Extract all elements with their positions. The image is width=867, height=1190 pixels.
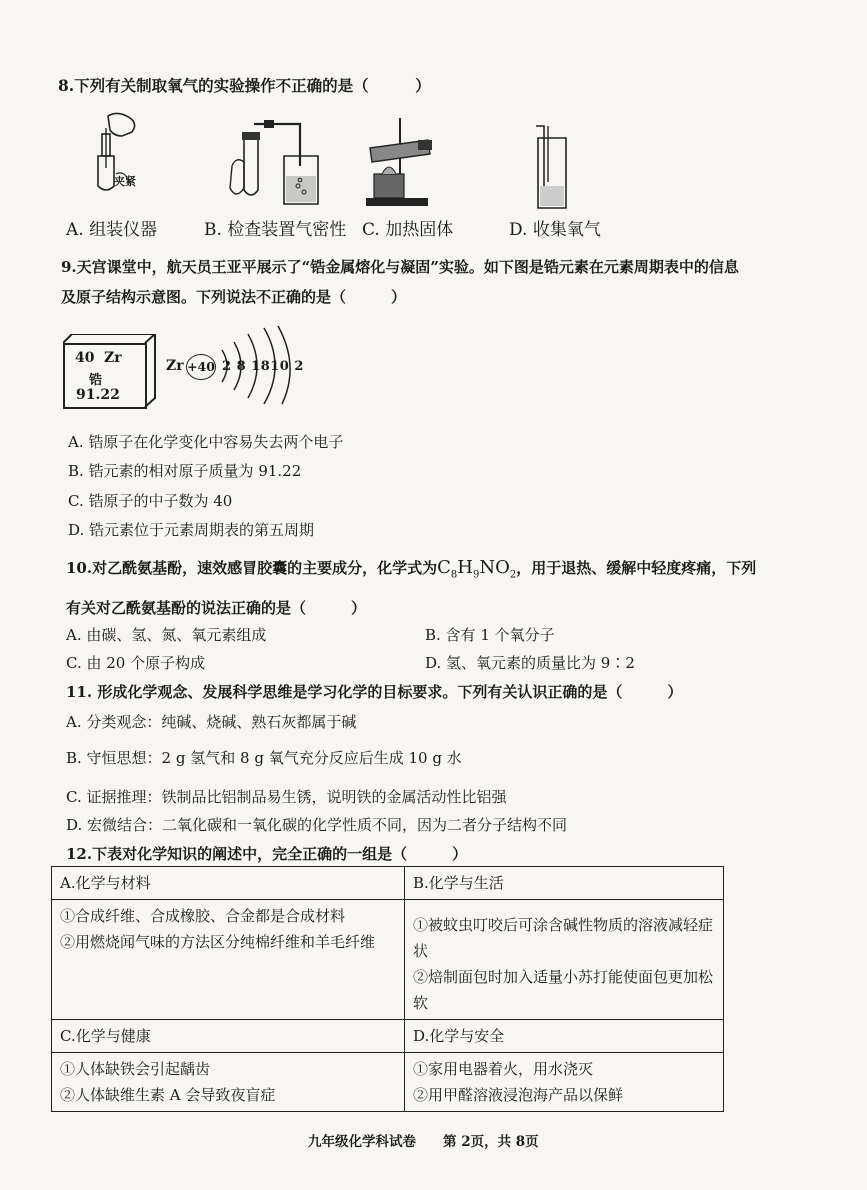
element-symbol: Zr xyxy=(104,350,122,366)
question-9-option-c: C. 锆原子的中子数为 40 xyxy=(68,492,233,510)
question-11-title: 11. 形成化学观念、发展科学思维是学习化学的目标要求。下列有关认识正确的是（ ） xyxy=(66,683,683,701)
figure-airtight-check xyxy=(224,120,324,212)
question-8-title: 8.下列有关制取氧气的实验操作不正确的是（ ） xyxy=(58,76,431,95)
question-9-option-a: A. 锆原子在化学变化中容易失去两个电子 xyxy=(68,433,344,451)
question-12-table xyxy=(51,866,724,1112)
cell-d-item-2: ②用甲醛溶液浸泡海产品以保鲜 xyxy=(413,1086,624,1104)
question-8-option-a: A. 组装仪器 xyxy=(66,220,158,240)
question-8-option-b: B. 检查装置气密性 xyxy=(204,220,347,240)
question-10-option-b: B. 含有 1 个氧分子 xyxy=(425,626,555,644)
atom-symbol: Zr xyxy=(166,358,184,374)
cell-a-item-1: ①合成纤维、合成橡胶、合金都是合成材料 xyxy=(60,907,346,925)
cell-c-body xyxy=(52,1053,405,1112)
cell-d-header: D.化学与安全 xyxy=(405,1020,724,1053)
cell-b-item-1: ①被蚊虫叮咬后可涂含碱性物质的溶液减轻症状 xyxy=(413,916,714,960)
cell-a-item-2: ②用燃烧闻气味的方法区分纯棉纤维和羊毛纤维 xyxy=(60,933,376,951)
cell-c-header: C.化学与健康 xyxy=(52,1020,405,1053)
cell-a-body xyxy=(52,900,405,1020)
question-10-intro: 10.对乙酰氨基酚，速效感冒胶囊的主要成分，化学式为 xyxy=(66,559,438,577)
question-11-option-c: C. 证据推理：铁制品比铝制品易生锈，说明铁的金属活动性比铝强 xyxy=(66,788,507,806)
cell-a-header: A.化学与材料 xyxy=(52,867,405,900)
question-9-line-1: 9.天宫课堂中，航天员王亚平展示了“锆金属熔化与凝固”实验。如下图是锆元素在元素周期表中的信息 xyxy=(61,258,739,276)
question-10-option-c: C. 由 20 个原子构成 xyxy=(66,654,206,672)
cell-b-header: B.化学与生活 xyxy=(405,867,724,900)
cell-b-item-2: ②焙制面包时加入适量小苏打能使面包更加松软 xyxy=(413,968,714,1012)
figure-heating-solid xyxy=(360,114,440,210)
atom-nucleus: +40 xyxy=(186,354,216,380)
question-9-option-d: D. 锆元素位于元素周期表的第五周期 xyxy=(68,521,315,539)
cell-c-item-2: ②人体缺维生素 A 会导致夜盲症 xyxy=(60,1086,276,1104)
element-name: 锆 xyxy=(89,373,103,388)
cell-d-item-1: ①家用电器着火，用水浇灭 xyxy=(413,1060,594,1078)
question-11-option-b: B. 守恒思想：2 g 氢气和 8 g 氧气充分反应后生成 10 g 水 xyxy=(66,749,462,767)
question-9-option-b: B. 锆元素的相对原子质量为 91.22 xyxy=(68,462,302,480)
atom-shell-electrons: 2 8 1810 2 xyxy=(222,359,304,374)
cell-c-item-1: ①人体缺铁会引起龋齿 xyxy=(60,1060,211,1078)
question-10-option-d: D. 氢、氧元素的质量比为 9∶2 xyxy=(425,654,635,672)
question-8-option-d: D. 收集氧气 xyxy=(509,220,601,240)
page-footer: 九年级化学科试卷 第 2页，共 8页 xyxy=(308,1134,539,1150)
question-10-option-a: A. 由碳、氢、氮、氧元素组成 xyxy=(66,626,267,644)
question-10-intro-end: ，用于退热、缓解中轻度疼痛，下列 xyxy=(516,559,757,577)
question-11-option-d: D. 宏微结合：二氧化碳和一氧化碳的化学性质不同，因为二者分子结构不同 xyxy=(66,816,568,834)
chemical-formula: $C_8H_9NO_2$ xyxy=(437,557,517,581)
cell-d-body xyxy=(405,1053,724,1112)
question-11-option-a: A. 分类观念：纯碱、烧碱、熟石灰都属于碱 xyxy=(66,713,357,731)
question-10-line-2: 有关对乙酰氨基酚的说法正确的是（ ） xyxy=(66,599,367,617)
cell-b-body xyxy=(405,900,724,1020)
question-12-title: 12.下表对化学知识的阐述中，完全正确的一组是（ ） xyxy=(66,845,468,863)
question-10-line-1 xyxy=(66,557,756,581)
element-atomic-mass: 91.22 xyxy=(76,387,120,403)
question-8-option-c: C. 加热固体 xyxy=(362,220,454,240)
figure-label-clamp: 夹紧 xyxy=(114,175,136,188)
element-atomic-number: 40 xyxy=(75,350,95,366)
question-9-line-2: 及原子结构示意图。下列说法不正确的是（ ） xyxy=(61,288,407,306)
figure-collect-oxygen xyxy=(528,124,578,212)
